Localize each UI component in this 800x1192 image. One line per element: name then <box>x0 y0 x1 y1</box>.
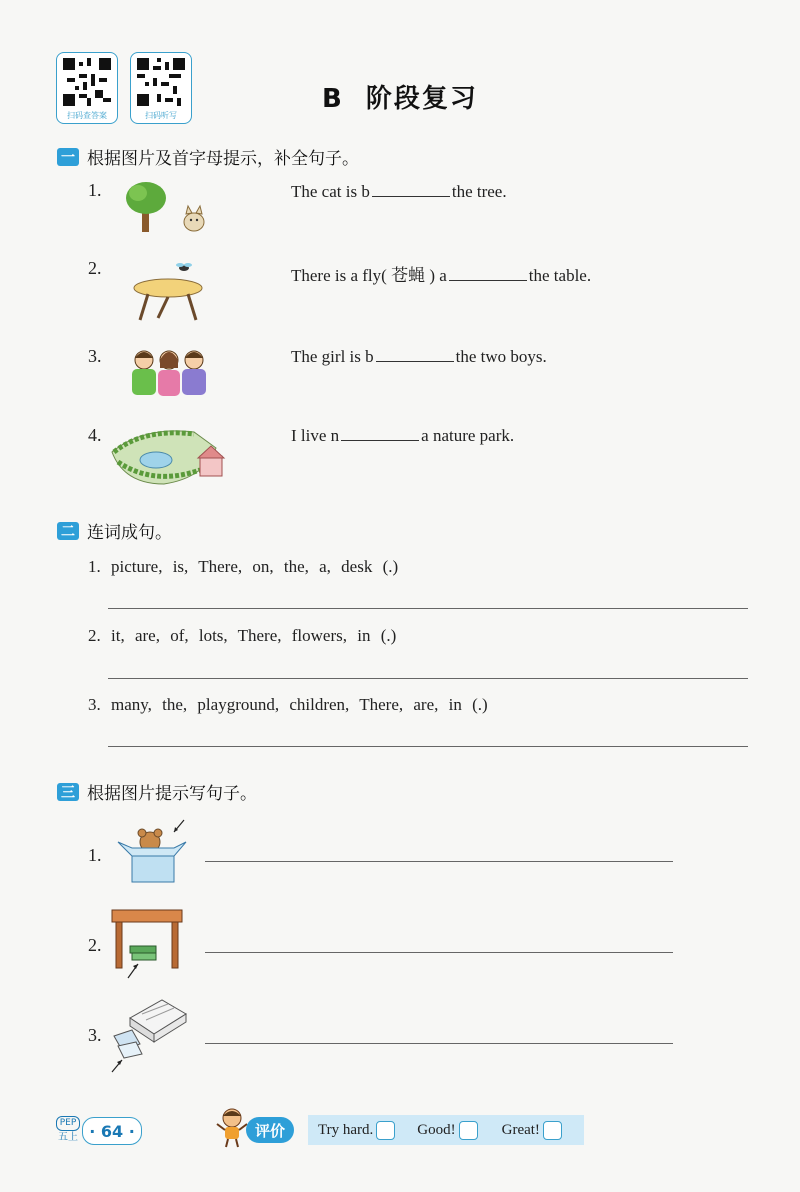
s2-item-1 <box>88 557 398 577</box>
eval-great-label: Great! <box>501 1121 540 1138</box>
s2-item-2 <box>88 626 396 646</box>
eval-try-hard-label: Try hard. <box>318 1121 374 1138</box>
s1-item-1-sentence <box>291 182 507 202</box>
answer-line[interactable] <box>108 678 748 679</box>
fly-table-picture <box>128 260 208 324</box>
papers-under-book-picture <box>106 996 190 1076</box>
page-title <box>322 78 478 115</box>
eval-try-hard-checkbox[interactable] <box>376 1121 395 1140</box>
s3-item-2-number: 2. <box>88 935 102 955</box>
s2-item-2-words: it, are, of, lots, There, flowers, in (.) <box>111 626 397 645</box>
answer-line[interactable] <box>205 1043 673 1044</box>
qr-code-dictation <box>130 52 192 124</box>
qr-caption-answers: 扫码查答案 <box>67 111 107 120</box>
title-text: 阶段复习 <box>365 84 478 114</box>
s1-item-2-number: 2. <box>88 258 102 278</box>
eval-good-label: Good! <box>417 1121 456 1138</box>
tree-cat-picture <box>124 178 214 236</box>
section-1-instruction: 根据图片及首字母提示，补全句子。 <box>87 149 359 169</box>
section-1-heading <box>57 144 359 169</box>
answer-blank[interactable] <box>376 347 454 362</box>
answer-line[interactable] <box>108 608 748 609</box>
nature-park-picture <box>104 422 232 492</box>
s1-item-1-before: The cat is b <box>291 182 370 201</box>
qr-code-answers <box>56 52 118 124</box>
s2-item-1-words: picture, is, There, on, the, a, desk (.) <box>111 557 399 576</box>
s1-item-3-number: 3. <box>88 346 102 366</box>
section-3-instruction: 根据图片提示写句子。 <box>87 784 257 804</box>
s1-item-4-sentence <box>291 426 514 446</box>
s1-item-2-sentence <box>291 261 591 286</box>
s1-item-1-number: 1. <box>88 180 102 200</box>
qr-code-icon <box>137 58 185 106</box>
eval-great-checkbox[interactable] <box>543 1121 562 1140</box>
children-picture <box>124 346 214 398</box>
pep-label: PEP <box>56 1116 80 1131</box>
s2-item-1-number: 1. <box>88 557 101 576</box>
s1-item-2-before: There is a fly( 苍蝇 ) a <box>291 266 447 285</box>
title-letter: B <box>322 84 344 114</box>
s1-item-4-before: I live n <box>291 426 340 445</box>
books-under-table-picture <box>108 906 188 980</box>
eval-good-checkbox[interactable] <box>459 1121 478 1140</box>
qr-code-icon <box>63 58 111 106</box>
s1-item-1-after: the tree. <box>451 182 507 201</box>
answer-line[interactable] <box>205 861 673 862</box>
s1-item-3-after: the two boys. <box>455 347 547 366</box>
bear-in-box-picture <box>112 818 192 886</box>
s1-item-4-number: 4. <box>88 425 102 445</box>
eval-great <box>502 1121 562 1140</box>
evaluation-label: 评价 <box>246 1117 294 1143</box>
s1-item-2-after: the table. <box>528 266 592 285</box>
s2-item-2-number: 2. <box>88 626 101 645</box>
section-2-heading <box>57 518 172 543</box>
eval-try-hard <box>318 1121 395 1140</box>
section-2-instruction: 连词成句。 <box>87 523 172 543</box>
section-1-badge: 一 <box>57 148 79 166</box>
s2-item-3-words: many, the, playground, children, There, are, in (.) <box>111 695 488 714</box>
s3-item-1-number: 1. <box>88 845 102 865</box>
eval-good <box>417 1121 477 1140</box>
s1-item-3-sentence <box>291 347 547 367</box>
qr-caption-dictation: 扫码听写 <box>145 111 177 120</box>
s1-item-3-before: The girl is b <box>291 347 374 366</box>
section-2-badge: 二 <box>57 522 79 540</box>
section-3-heading <box>57 779 257 804</box>
grade-label <box>56 1116 80 1144</box>
s3-item-3-number: 3. <box>88 1025 102 1045</box>
mascot-icon <box>214 1106 250 1148</box>
answer-line[interactable] <box>205 952 673 953</box>
answer-blank[interactable] <box>449 266 527 281</box>
s2-item-3 <box>88 695 488 715</box>
answer-blank[interactable] <box>372 182 450 197</box>
section-3-badge: 三 <box>57 783 79 801</box>
page-number: · 64 · <box>82 1117 142 1145</box>
answer-line[interactable] <box>108 746 748 747</box>
evaluation-bar <box>308 1115 584 1145</box>
s1-item-4-after: a nature park. <box>421 426 515 445</box>
answer-blank[interactable] <box>341 426 419 441</box>
grade-text: 五上 <box>58 1132 78 1143</box>
s2-item-3-number: 3. <box>88 695 101 714</box>
